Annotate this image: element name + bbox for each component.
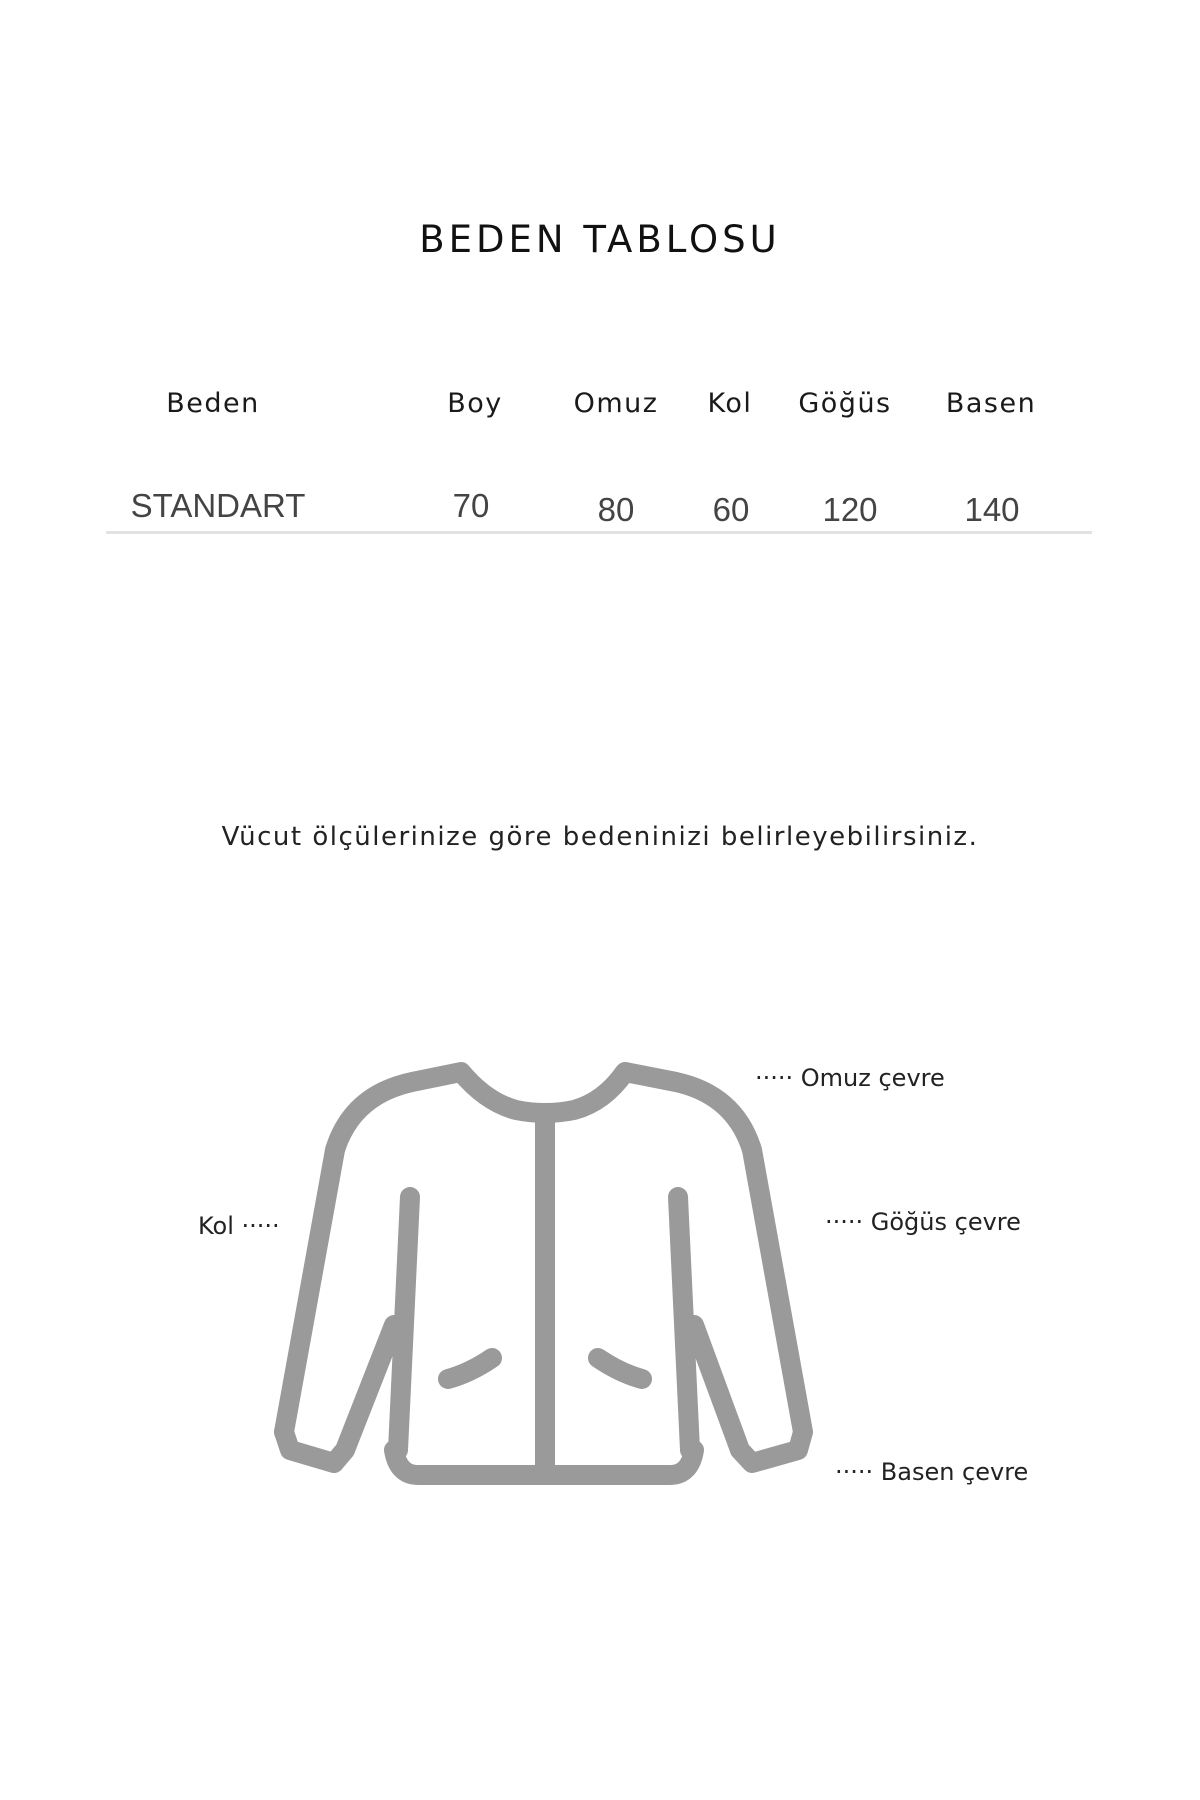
cell-kol: 60 — [712, 491, 750, 528]
cell-beden: STANDART — [130, 487, 306, 524]
column-header-kol: Kol — [707, 388, 753, 419]
cell-basen: 140 — [964, 491, 1020, 528]
cell-boy: 70 — [452, 487, 490, 524]
label-kol: Kol ····· — [198, 1212, 280, 1240]
cell-omuz: 80 — [597, 491, 635, 528]
label-gogus-cevre: ····· Göğüs çevre — [825, 1208, 1021, 1236]
column-header-gogus: Göğüs — [798, 388, 892, 419]
intro-text: Vücut ölçülerinize göre bedeninizi belirleyebilirsiniz. — [221, 822, 979, 852]
column-header-boy: Boy — [447, 388, 503, 419]
label-basen-cevre: ····· Basen çevre — [835, 1458, 1029, 1486]
column-header-omuz: Omuz — [573, 388, 659, 419]
column-header-beden: Beden — [166, 388, 260, 419]
cell-gogus: 120 — [822, 491, 878, 528]
label-omuz-cevre: ····· Omuz çevre — [755, 1064, 945, 1092]
column-header-basen: Basen — [945, 388, 1037, 419]
page-title: BEDEN TABLOSU — [419, 218, 781, 261]
